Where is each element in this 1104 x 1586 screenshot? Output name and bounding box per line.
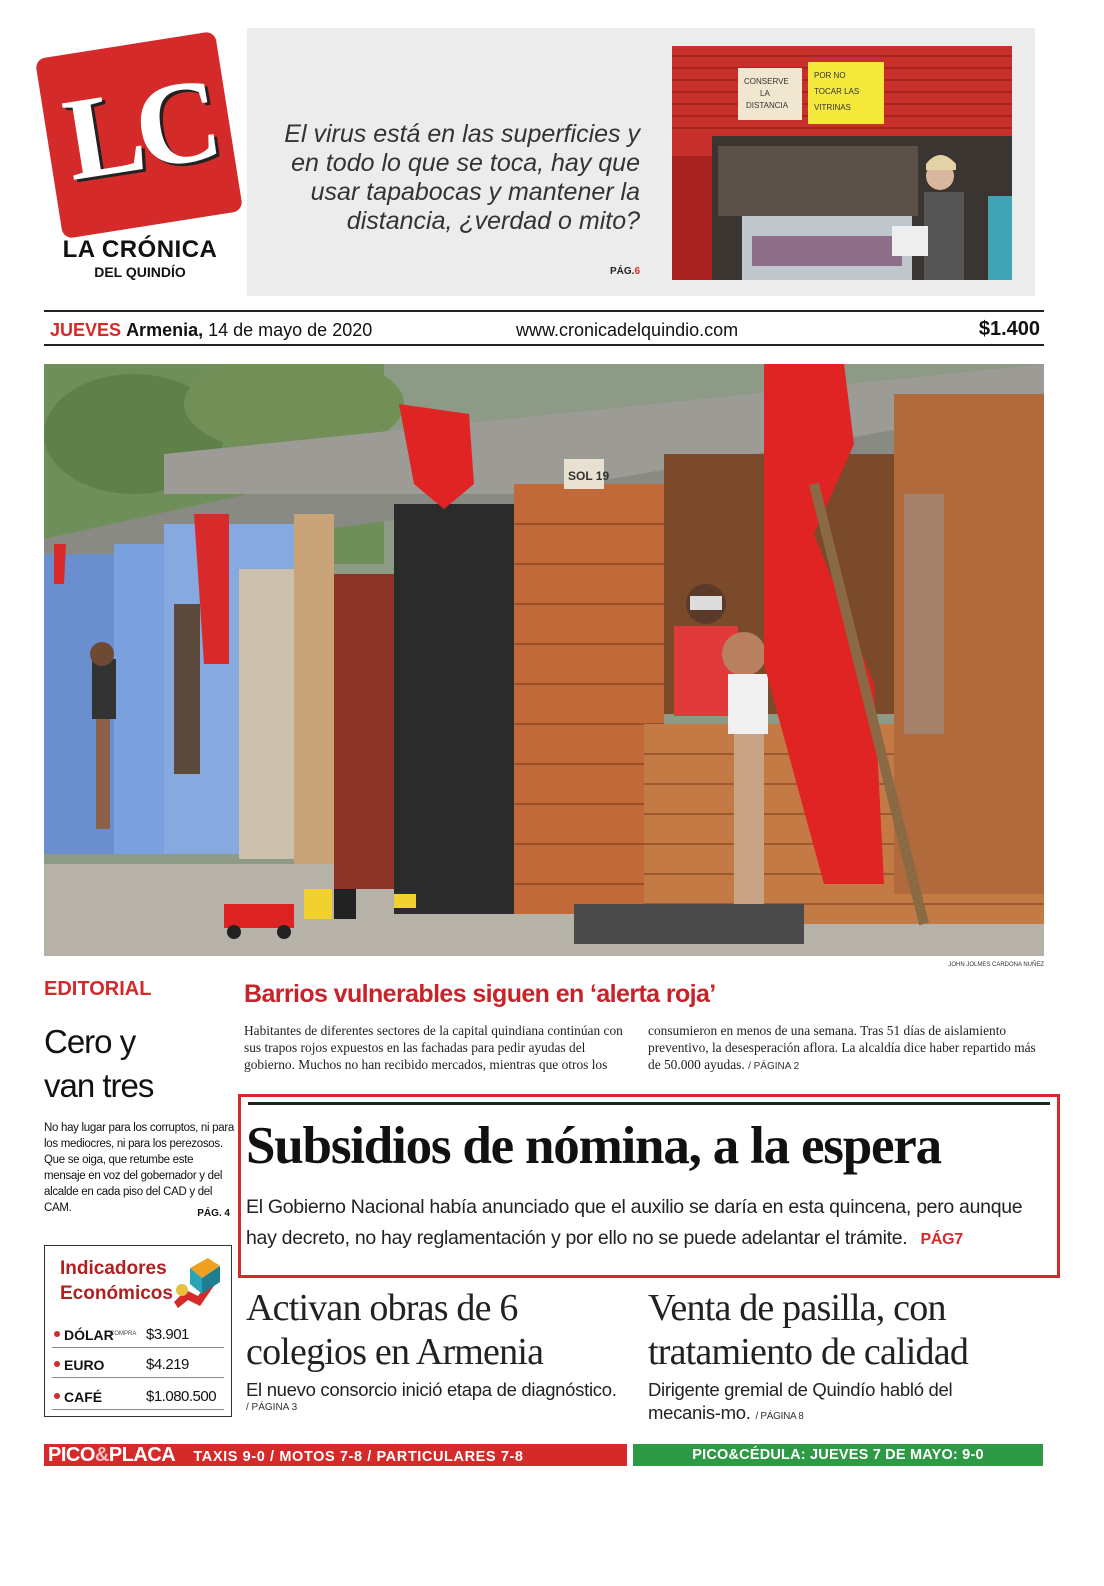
indicator-label: DÓLAR — [64, 1327, 114, 1343]
barrios-headline[interactable]: Barrios vulnerables siguen en ‘alerta roja’ — [244, 980, 716, 1008]
dateline-bottom-rule — [44, 344, 1044, 346]
teaser-page-number: 6 — [634, 266, 640, 277]
indicators-title — [60, 1256, 180, 1306]
editorial-title-line1: Cero y — [44, 1023, 136, 1060]
svg-text:DISTANCIA: DISTANCIA — [746, 101, 789, 110]
photo-credit: JOHN JOLMES CARDONA NUÑEZ — [948, 962, 1044, 968]
editorial-title[interactable] — [44, 1020, 234, 1108]
red-flags-houses-image — [44, 364, 1044, 956]
obras-dek: El nuevo consorcio inició etapa de diagnóstico. — [246, 1379, 617, 1400]
indicator-value: $3.901 — [146, 1326, 189, 1343]
dateline-top-rule — [44, 310, 1044, 312]
barrios-text-col2 — [648, 1022, 1038, 1075]
bullet-icon — [54, 1331, 60, 1337]
bullet-icon — [54, 1393, 60, 1399]
pico-placa-logo-amp: & — [94, 1444, 109, 1466]
economy-icon — [168, 1250, 222, 1308]
teaser-page-label: PÁG. — [609, 266, 635, 277]
editorial-page-ref[interactable]: PÁG. 4 — [197, 1208, 230, 1219]
barrios-page-ref[interactable]: / PÁGINA 2 — [748, 1061, 800, 1072]
pasilla-page-ref[interactable]: / PÁGINA 8 — [755, 1411, 804, 1422]
obras-headline[interactable]: Activan obras de 6 colegios en Armenia — [246, 1287, 544, 1373]
svg-text:LA: LA — [760, 89, 770, 98]
website-link[interactable]: www.cronicadelquindio.com — [516, 320, 739, 340]
store-counter-image — [672, 46, 1012, 280]
svg-text:CONSERVE: CONSERVE — [744, 77, 789, 86]
indicator-label: EURO — [64, 1357, 105, 1373]
pasilla-headline[interactable]: Venta de pasilla, con tratamiento de calidad — [648, 1287, 969, 1373]
editorial-body: No hay lugar para los corruptos, ni para los mediocres, ni para los perezosos. Que se oiga, que retumbe este mensaje en voz del gobernador y del alcalde en cada piso del CAD y del CAM. — [44, 1122, 234, 1214]
pico-placa-logo — [44, 1444, 175, 1466]
pasilla-dek-text: Dirigente gremial de Quindío habló del mecanis-mo. — [648, 1379, 953, 1423]
dateline-day: JUEVES — [50, 320, 122, 340]
svg-text:TOCAR LAS: TOCAR LAS — [814, 87, 860, 96]
bullet-icon — [54, 1361, 60, 1367]
indicator-row-cafe — [52, 1384, 224, 1410]
svg-text:SOL 19: SOL 19 — [568, 469, 610, 483]
cover-price: $1.400 — [978, 318, 1040, 340]
newspaper-subname: DEL QUINDÍO — [94, 264, 186, 280]
teaser-text: El virus está en las superficies y en todo lo que se toca, hay que usar tapabocas y mantener la distancia, ¿verdad o mito? — [284, 120, 640, 235]
editorial-title-line2: van tres — [44, 1067, 154, 1104]
pico-placa-logo-part1: PICO — [48, 1444, 95, 1466]
pico-placa-logo-part2: PLACA — [108, 1444, 176, 1466]
pico-cedula-bar: PICO&CÉDULA: JUEVES 7 DE MAYO: 9-0 — [633, 1444, 1043, 1466]
indicators-title-line1: Indicadores — [60, 1258, 167, 1279]
lead-page-ref[interactable]: PÁG7 — [920, 1231, 963, 1248]
photo-sign-distance — [738, 68, 802, 120]
svg-text:VITRINAS: VITRINAS — [814, 103, 851, 112]
indicator-value: $4.219 — [146, 1356, 189, 1373]
obras-page-ref[interactable]: / PÁGINA 3 — [246, 1402, 298, 1413]
dateline-city: Armenia, — [126, 320, 204, 340]
indicator-label: CAFÉ — [64, 1389, 103, 1405]
indicator-note: COMPRA — [110, 1331, 137, 1337]
main-photo[interactable] — [44, 364, 1044, 956]
indicators-title-line2: Económicos — [60, 1283, 173, 1304]
pasilla-dek — [648, 1378, 1028, 1428]
barrios-text-col2-body: consumieron en menos de una semana. Tras 51 días de aislamiento preventivo, la desesperación aflora. La alcaldía dice haber repartido más de 50.000 ayudas. — [648, 1023, 1036, 1072]
lead-story-rule — [248, 1102, 1050, 1105]
svg-text:POR NO: POR NO — [814, 71, 846, 80]
newspaper-name: LA CRÓNICA — [62, 236, 218, 263]
lead-dek — [246, 1192, 1056, 1255]
barrios-text-col1: Habitantes de diferentes sectores de la capital quindiana continúan con sus trapos rojos expuestos en las fachadas para pedir ayudas del gobierno. Muchos no han recibido mercados, mientras que otros los — [244, 1023, 623, 1072]
teaser-page-ref — [570, 266, 640, 277]
pico-placa-bar — [44, 1444, 627, 1466]
pico-placa-text: TAXIS 9-0 / MOTOS 7-8 / PARTICULARES 7-8 — [193, 1449, 524, 1465]
logo-letters: LC — [55, 53, 223, 206]
teaser-photo[interactable] — [672, 46, 1012, 280]
indicator-row-dolar — [52, 1322, 224, 1348]
indicator-row-euro — [52, 1352, 224, 1378]
dateline — [50, 320, 372, 341]
lead-headline[interactable]: Subsidios de nómina, a la espera — [246, 1117, 941, 1175]
editorial-label: EDITORIAL — [44, 978, 152, 1000]
lead-dek-text: El Gobierno Nacional había anunciado que el auxilio se daría en esta quincena, pero aunque hay decreto, no hay reglamentación y por ello no se puede adelantar el trámite. — [246, 1196, 1023, 1249]
indicator-value: $1.080.500 — [146, 1388, 217, 1405]
dateline-date: 14 de mayo de 2020 — [208, 320, 373, 340]
